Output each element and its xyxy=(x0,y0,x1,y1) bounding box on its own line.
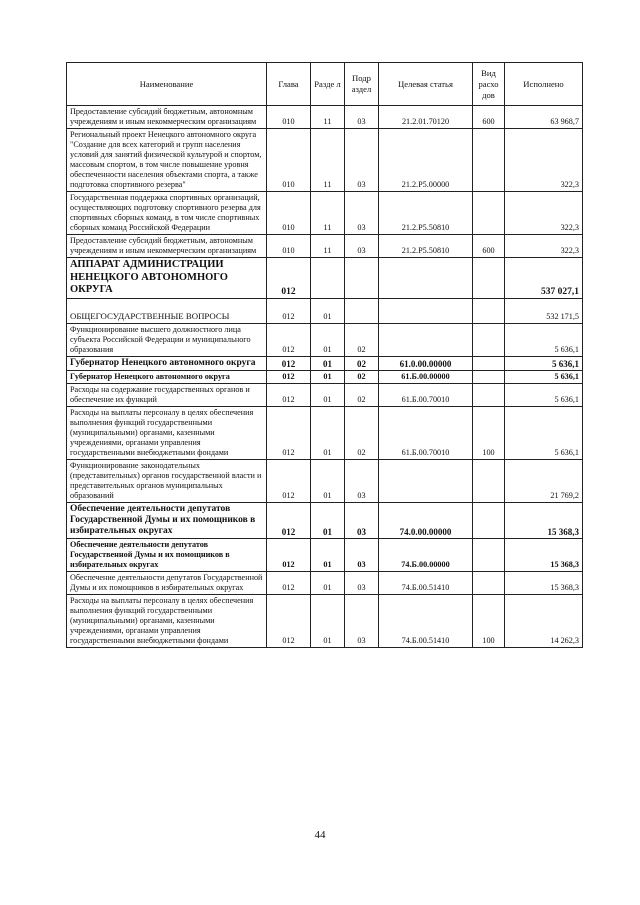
row-vid: 600 xyxy=(473,235,505,258)
row-glava: 010 xyxy=(267,192,311,235)
row-name: Функционирование законодательных (представительных) органов государственной власти и представительных органов муниципальных образований xyxy=(67,459,267,502)
row-amount: 5 636,1 xyxy=(505,323,583,356)
row-vid xyxy=(473,258,505,299)
header-celevaya: Целевая статья xyxy=(379,63,473,106)
table-row xyxy=(67,298,583,323)
row-celevaya: 61.Б.00.70010 xyxy=(379,406,473,459)
row-celevaya: 21.2.Р5.50810 xyxy=(379,192,473,235)
row-celevaya: 61.Б.00.00000 xyxy=(379,370,473,383)
row-podrazdel: 03 xyxy=(345,502,379,538)
row-name: Обеспечение деятельности депутатов Государственной Думы и их помощников в избирательных округах xyxy=(67,571,267,594)
table-row xyxy=(67,323,583,356)
row-name: Расходы на содержание государственных органов и обеспечение их функций xyxy=(67,383,267,406)
row-name: АППАРАТ АДМИНИСТРАЦИИ НЕНЕЦКОГО АВТОНОМНОГО ОКРУГА xyxy=(67,258,267,299)
row-vid xyxy=(473,323,505,356)
row-name: Обеспечение деятельности депутатов Государственной Думы и их помощников в избирательных округах xyxy=(67,502,267,538)
row-glava: 010 xyxy=(267,129,311,192)
table-row xyxy=(67,383,583,406)
table-header-row xyxy=(67,63,583,106)
row-razdel: 01 xyxy=(311,356,345,370)
row-glava: 012 xyxy=(267,370,311,383)
row-celevaya xyxy=(379,298,473,323)
row-name: Обеспечение деятельности депутатов Государственной Думы и их помощников в избирательных округах xyxy=(67,538,267,571)
row-amount: 63 968,7 xyxy=(505,106,583,129)
row-celevaya xyxy=(379,258,473,299)
row-vid: 100 xyxy=(473,594,505,647)
row-razdel: 01 xyxy=(311,383,345,406)
row-glava: 012 xyxy=(267,383,311,406)
row-glava: 012 xyxy=(267,502,311,538)
table-row xyxy=(67,502,583,538)
row-vid xyxy=(473,298,505,323)
row-name: Расходы на выплаты персоналу в целях обеспечения выполнения функций государственными (муниципальными) органами, казенными учреждениями, органами управления государственными внебюджетными фондами xyxy=(67,594,267,647)
row-amount: 5 636,1 xyxy=(505,370,583,383)
row-amount: 5 636,1 xyxy=(505,356,583,370)
row-vid xyxy=(473,459,505,502)
header-name: Наименование xyxy=(67,63,267,106)
table-row xyxy=(67,538,583,571)
header-razdel: Разде л xyxy=(311,63,345,106)
table-row xyxy=(67,356,583,370)
row-podrazdel: 03 xyxy=(345,571,379,594)
row-celevaya: 74.Б.00.51410 xyxy=(379,571,473,594)
row-glava: 012 xyxy=(267,594,311,647)
row-celevaya: 21.2.Р5.00000 xyxy=(379,129,473,192)
table-row xyxy=(67,594,583,647)
row-vid xyxy=(473,383,505,406)
row-name: Предоставление субсидий бюджетным, автономным учреждениям и иным некоммерческим организациям xyxy=(67,106,267,129)
row-podrazdel xyxy=(345,258,379,299)
row-glava: 012 xyxy=(267,356,311,370)
row-podrazdel: 03 xyxy=(345,459,379,502)
row-razdel: 01 xyxy=(311,538,345,571)
header-ispolneno: Исполнено xyxy=(505,63,583,106)
row-celevaya: 21.2.01.70120 xyxy=(379,106,473,129)
row-podrazdel: 02 xyxy=(345,383,379,406)
row-name: Функционирование высшего должностного лица субъекта Российской Федерации и муниципального образования xyxy=(67,323,267,356)
row-podrazdel xyxy=(345,298,379,323)
row-name: Губернатор Ненецкого автономного округа xyxy=(67,356,267,370)
row-amount: 15 368,3 xyxy=(505,502,583,538)
row-razdel: 01 xyxy=(311,594,345,647)
row-amount: 322,3 xyxy=(505,192,583,235)
row-podrazdel: 02 xyxy=(345,370,379,383)
row-celevaya: 61.Б.00.70010 xyxy=(379,383,473,406)
table-row xyxy=(67,406,583,459)
row-razdel: 11 xyxy=(311,192,345,235)
row-glava: 012 xyxy=(267,323,311,356)
table-row xyxy=(67,192,583,235)
row-podrazdel: 02 xyxy=(345,406,379,459)
header-podrazdel: Подр аздел xyxy=(345,63,379,106)
row-podrazdel: 03 xyxy=(345,538,379,571)
row-name: Расходы на выплаты персоналу в целях обеспечения выполнения функций государственными (муниципальными) органами, казенными учреждениями, органами управления государственными внебюджетными фондами xyxy=(67,406,267,459)
table-row xyxy=(67,459,583,502)
row-amount: 15 368,3 xyxy=(505,538,583,571)
row-razdel: 01 xyxy=(311,406,345,459)
header-vid: Вид расхо дов xyxy=(473,63,505,106)
row-amount: 14 262,3 xyxy=(505,594,583,647)
row-glava: 012 xyxy=(267,258,311,299)
row-celevaya: 21.2.Р5.50810 xyxy=(379,235,473,258)
row-podrazdel: 02 xyxy=(345,323,379,356)
row-vid: 600 xyxy=(473,106,505,129)
row-podrazdel: 03 xyxy=(345,594,379,647)
row-glava: 012 xyxy=(267,538,311,571)
row-razdel: 11 xyxy=(311,129,345,192)
row-name: Государственная поддержка спортивных организаций, осуществляющих подготовку спортивного резерва для спортивных сборных команд, в том числе спортивных сборных команд Российской Федерации xyxy=(67,192,267,235)
table-row xyxy=(67,258,583,299)
row-celevaya: 74.Б.00.51410 xyxy=(379,594,473,647)
row-amount: 15 368,3 xyxy=(505,571,583,594)
row-vid xyxy=(473,502,505,538)
row-amount: 21 769,2 xyxy=(505,459,583,502)
row-vid xyxy=(473,538,505,571)
row-razdel: 01 xyxy=(311,459,345,502)
row-razdel: 01 xyxy=(311,370,345,383)
row-celevaya xyxy=(379,323,473,356)
row-celevaya: 74.0.00.00000 xyxy=(379,502,473,538)
table-row xyxy=(67,129,583,192)
row-amount: 5 636,1 xyxy=(505,406,583,459)
row-glava: 010 xyxy=(267,106,311,129)
row-amount: 322,3 xyxy=(505,235,583,258)
row-vid xyxy=(473,571,505,594)
header-glava: Глава xyxy=(267,63,311,106)
row-amount: 537 027,1 xyxy=(505,258,583,299)
row-podrazdel: 03 xyxy=(345,106,379,129)
row-amount: 5 636,1 xyxy=(505,383,583,406)
row-celevaya xyxy=(379,459,473,502)
row-razdel xyxy=(311,258,345,299)
row-vid: 100 xyxy=(473,406,505,459)
row-glava: 012 xyxy=(267,571,311,594)
row-glava: 012 xyxy=(267,298,311,323)
table-row xyxy=(67,370,583,383)
row-celevaya: 61.0.00.00000 xyxy=(379,356,473,370)
row-name: Региональный проект Ненецкого автономного округа "Создание для всех категорий и групп населения условий для занятий физической культурой и спортом, массовым спортом, в том числе повышение уровня обеспеченности населения объектами спорта, а также подготовка спортивного резерва" xyxy=(67,129,267,192)
table-row xyxy=(67,106,583,129)
row-vid xyxy=(473,129,505,192)
row-podrazdel: 03 xyxy=(345,129,379,192)
row-vid xyxy=(473,356,505,370)
row-glava: 012 xyxy=(267,406,311,459)
row-podrazdel: 02 xyxy=(345,356,379,370)
row-vid xyxy=(473,192,505,235)
row-glava: 012 xyxy=(267,459,311,502)
row-vid xyxy=(473,370,505,383)
row-amount: 532 171,5 xyxy=(505,298,583,323)
row-glava: 010 xyxy=(267,235,311,258)
row-razdel: 01 xyxy=(311,502,345,538)
row-amount: 322,3 xyxy=(505,129,583,192)
budget-table xyxy=(66,62,583,648)
row-podrazdel: 03 xyxy=(345,235,379,258)
row-razdel: 01 xyxy=(311,571,345,594)
table-row xyxy=(67,571,583,594)
row-razdel: 11 xyxy=(311,235,345,258)
table-row xyxy=(67,235,583,258)
row-name: Предоставление субсидий бюджетным, автономным учреждениям и иным некоммерческим организациям xyxy=(67,235,267,258)
row-name: ОБЩЕГОСУДАРСТВЕННЫЕ ВОПРОСЫ xyxy=(67,298,267,323)
row-razdel: 01 xyxy=(311,298,345,323)
row-razdel: 11 xyxy=(311,106,345,129)
row-name: Губернатор Ненецкого автономного округа xyxy=(67,370,267,383)
page-number: 44 xyxy=(314,829,326,841)
row-razdel: 01 xyxy=(311,323,345,356)
row-podrazdel: 03 xyxy=(345,192,379,235)
row-celevaya: 74.Б.00.00000 xyxy=(379,538,473,571)
